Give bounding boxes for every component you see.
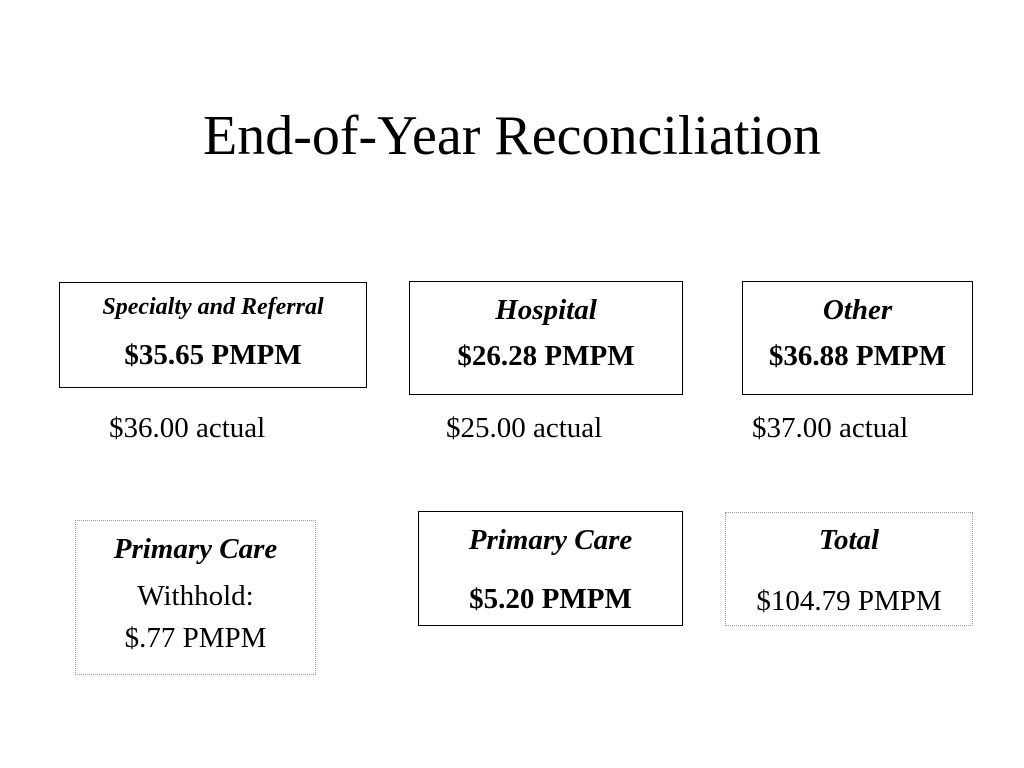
hospital-actual: $25.00 actual: [446, 412, 603, 444]
specialty-referral-heading: Specialty and Referral: [102, 294, 324, 320]
total-amount: $104.79 PMPM: [756, 585, 942, 617]
specialty-referral-box: [59, 282, 367, 388]
slide-title: End-of-Year Reconciliation: [203, 105, 821, 167]
hospital-heading: Hospital: [495, 294, 597, 326]
other-actual: $37.00 actual: [752, 412, 909, 444]
withhold-label: Withhold:: [137, 580, 254, 612]
primary-care-amount: $5.20 PMPM: [469, 583, 632, 615]
other-amount: $36.88 PMPM: [768, 340, 947, 372]
other-box: [742, 281, 973, 395]
primary-care-withhold-box: [75, 520, 316, 675]
total-heading: Total: [818, 524, 880, 556]
primary-care-heading: Primary Care: [468, 524, 633, 556]
hospital-box: [409, 281, 683, 395]
specialty-referral-actual: $36.00 actual: [109, 412, 266, 444]
primary-care-box: [418, 511, 683, 626]
other-heading: Other: [822, 294, 893, 326]
hospital-amount: $26.28 PMPM: [457, 340, 635, 372]
primary-care-withhold-heading: Primary Care: [113, 533, 278, 565]
total-box: [725, 512, 973, 626]
withhold-amount: $.77 PMPM: [124, 622, 267, 654]
specialty-referral-amount: $35.65 PMPM: [124, 339, 302, 371]
